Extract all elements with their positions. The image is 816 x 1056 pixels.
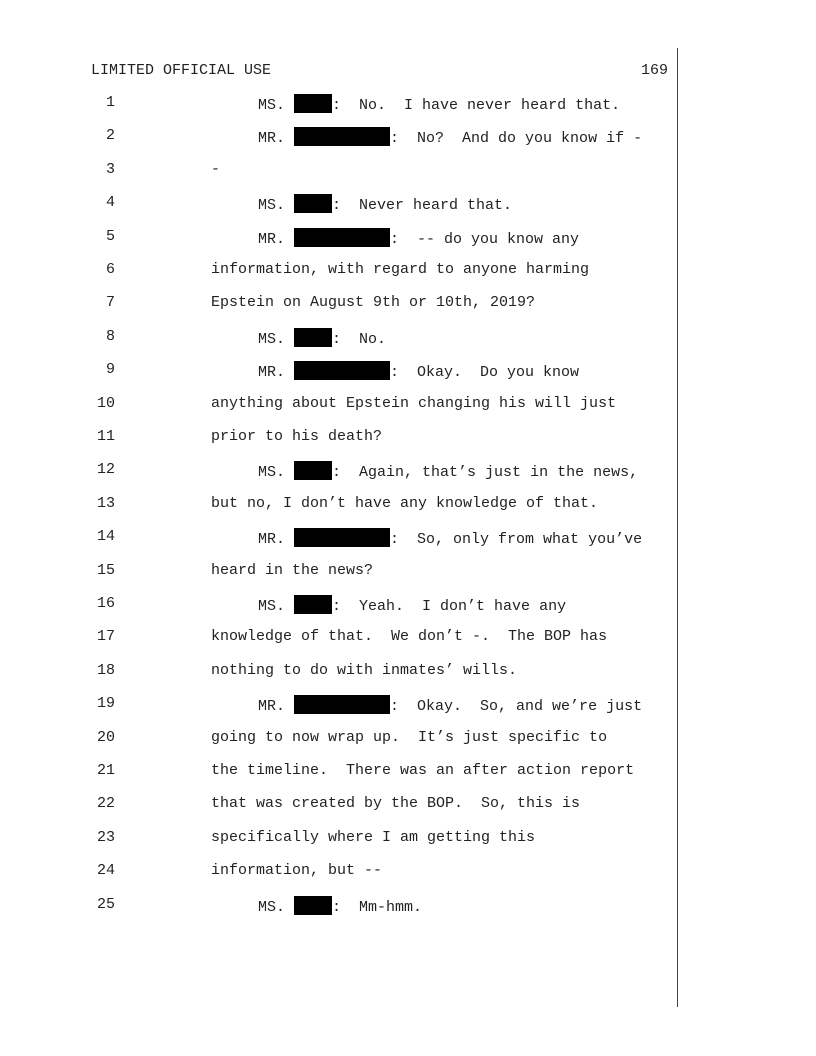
speaker-text: : Okay. So, and we’re just (390, 698, 643, 716)
transcript-line (0, 628, 676, 650)
line-number: 11 (96, 428, 115, 445)
line-number: 19 (96, 695, 115, 713)
continuation-text: but no, I don’t have any knowledge of that. (211, 494, 599, 512)
redaction-box (294, 461, 332, 480)
transcript-line (0, 161, 676, 183)
transcript-line (0, 294, 676, 316)
transcript-line (0, 562, 676, 584)
continuation-text: going to now wrap up. It’s just specific to (211, 728, 608, 746)
speaker-line (258, 595, 566, 615)
line-number: 15 (96, 561, 115, 579)
transcript-line (0, 862, 676, 884)
continuation-text: information, but -- (211, 862, 383, 880)
transcript-line (0, 795, 676, 817)
speaker-text: : No. I have never heard that. (332, 97, 621, 114)
line-number: 21 (96, 762, 115, 779)
speaker-text: : -- do you know any (390, 230, 580, 248)
speaker-line (258, 461, 638, 481)
line-number: 7 (105, 294, 115, 312)
speaker-text: : Never heard that. (332, 197, 513, 215)
speaker-line (258, 328, 386, 348)
line-number: 23 (96, 828, 115, 846)
speaker-line (258, 228, 579, 248)
speaker-title: MR. (258, 364, 286, 382)
speaker-title: MS. (258, 97, 286, 114)
line-number: 24 (96, 862, 115, 880)
redaction-box (294, 194, 332, 213)
speaker-text: : Mm-hmm. (332, 898, 423, 916)
redaction-box (294, 695, 390, 714)
speaker-line (258, 194, 512, 214)
line-number: 6 (105, 261, 115, 278)
right-margin-rule (677, 48, 678, 1007)
transcript-line (0, 228, 676, 250)
continuation-text: prior to his death? (211, 428, 383, 445)
line-number: 17 (96, 628, 115, 646)
line-number: 18 (96, 661, 115, 679)
line-number: 9 (105, 361, 115, 379)
speaker-title: MS. (258, 330, 286, 348)
line-number: 12 (96, 461, 115, 479)
speaker-title: MR. (258, 130, 286, 148)
line-number: 1 (105, 94, 115, 111)
line-number: 16 (96, 595, 115, 612)
line-number: 5 (105, 227, 115, 245)
transcript-line (0, 94, 676, 116)
line-number: 22 (96, 795, 115, 813)
speaker-title: MS. (258, 197, 286, 215)
continuation-text: the timeline. There was an after action report (211, 762, 635, 779)
line-number: 4 (105, 194, 115, 212)
redaction-box (294, 127, 390, 146)
speaker-line (258, 94, 620, 114)
speaker-text: : Again, that’s just in the news, (332, 464, 639, 482)
transcript-line (0, 829, 676, 851)
line-number: 13 (96, 494, 115, 512)
continuation-text: heard in the news? (211, 561, 374, 579)
line-number: 20 (96, 728, 115, 746)
speaker-text: : So, only from what you’ve (390, 531, 643, 549)
line-number: 10 (96, 394, 115, 412)
speaker-text: : Yeah. I don’t have any (332, 598, 567, 615)
continuation-text: nothing to do with inmates’ wills. (211, 661, 518, 679)
redaction-box (294, 228, 390, 247)
transcript-line (0, 127, 676, 149)
transcript-line (0, 896, 676, 918)
redaction-box (294, 361, 390, 380)
transcript-line (0, 461, 676, 483)
speaker-title: MS. (258, 464, 286, 482)
redaction-box (294, 528, 390, 547)
line-number: 2 (105, 127, 115, 145)
transcript-line (0, 361, 676, 383)
speaker-line (258, 361, 579, 381)
speaker-title: MS. (258, 898, 286, 916)
speaker-title: MS. (258, 598, 286, 615)
continuation-text: - (211, 160, 221, 178)
continuation-text: anything about Epstein changing his will just (211, 394, 617, 412)
speaker-title: MR. (258, 531, 286, 549)
line-number: 8 (105, 327, 115, 345)
speaker-line (258, 127, 642, 147)
redaction-box (294, 94, 332, 113)
speaker-line (258, 896, 422, 916)
line-number: 3 (105, 160, 115, 178)
transcript-line (0, 328, 676, 350)
transcript-line (0, 662, 676, 684)
speaker-text: : No. (332, 330, 387, 348)
speaker-title: MR. (258, 698, 286, 716)
classification-marking: LIMITED OFFICIAL USE (91, 62, 272, 79)
redaction-box (294, 595, 332, 614)
transcript-line (0, 729, 676, 751)
continuation-text: information, with regard to anyone harming (211, 261, 590, 278)
continuation-text: that was created by the BOP. So, this is (211, 795, 581, 813)
transcript-line (0, 695, 676, 717)
speaker-line (258, 695, 642, 715)
transcript-line (0, 395, 676, 417)
speaker-title: MR. (258, 230, 286, 248)
speaker-text: : Okay. Do you know (390, 364, 580, 382)
line-number: 25 (96, 895, 115, 913)
speaker-text: : No? And do you know if - (390, 130, 643, 148)
transcript-line (0, 428, 676, 450)
transcript-line (0, 595, 676, 617)
speaker-line (258, 528, 642, 548)
line-number: 14 (96, 528, 115, 546)
transcript-line (0, 528, 676, 550)
transcript-line (0, 194, 676, 216)
transcript-line (0, 261, 676, 283)
continuation-text: specifically where I am getting this (211, 828, 536, 846)
redaction-box (294, 896, 332, 915)
page-number: 169 (640, 62, 668, 79)
continuation-text: Epstein on August 9th or 10th, 2019? (211, 294, 536, 312)
continuation-text: knowledge of that. We don’t -. The BOP has (211, 628, 608, 646)
redaction-box (294, 328, 332, 347)
transcript-line (0, 495, 676, 517)
transcript-line (0, 762, 676, 784)
